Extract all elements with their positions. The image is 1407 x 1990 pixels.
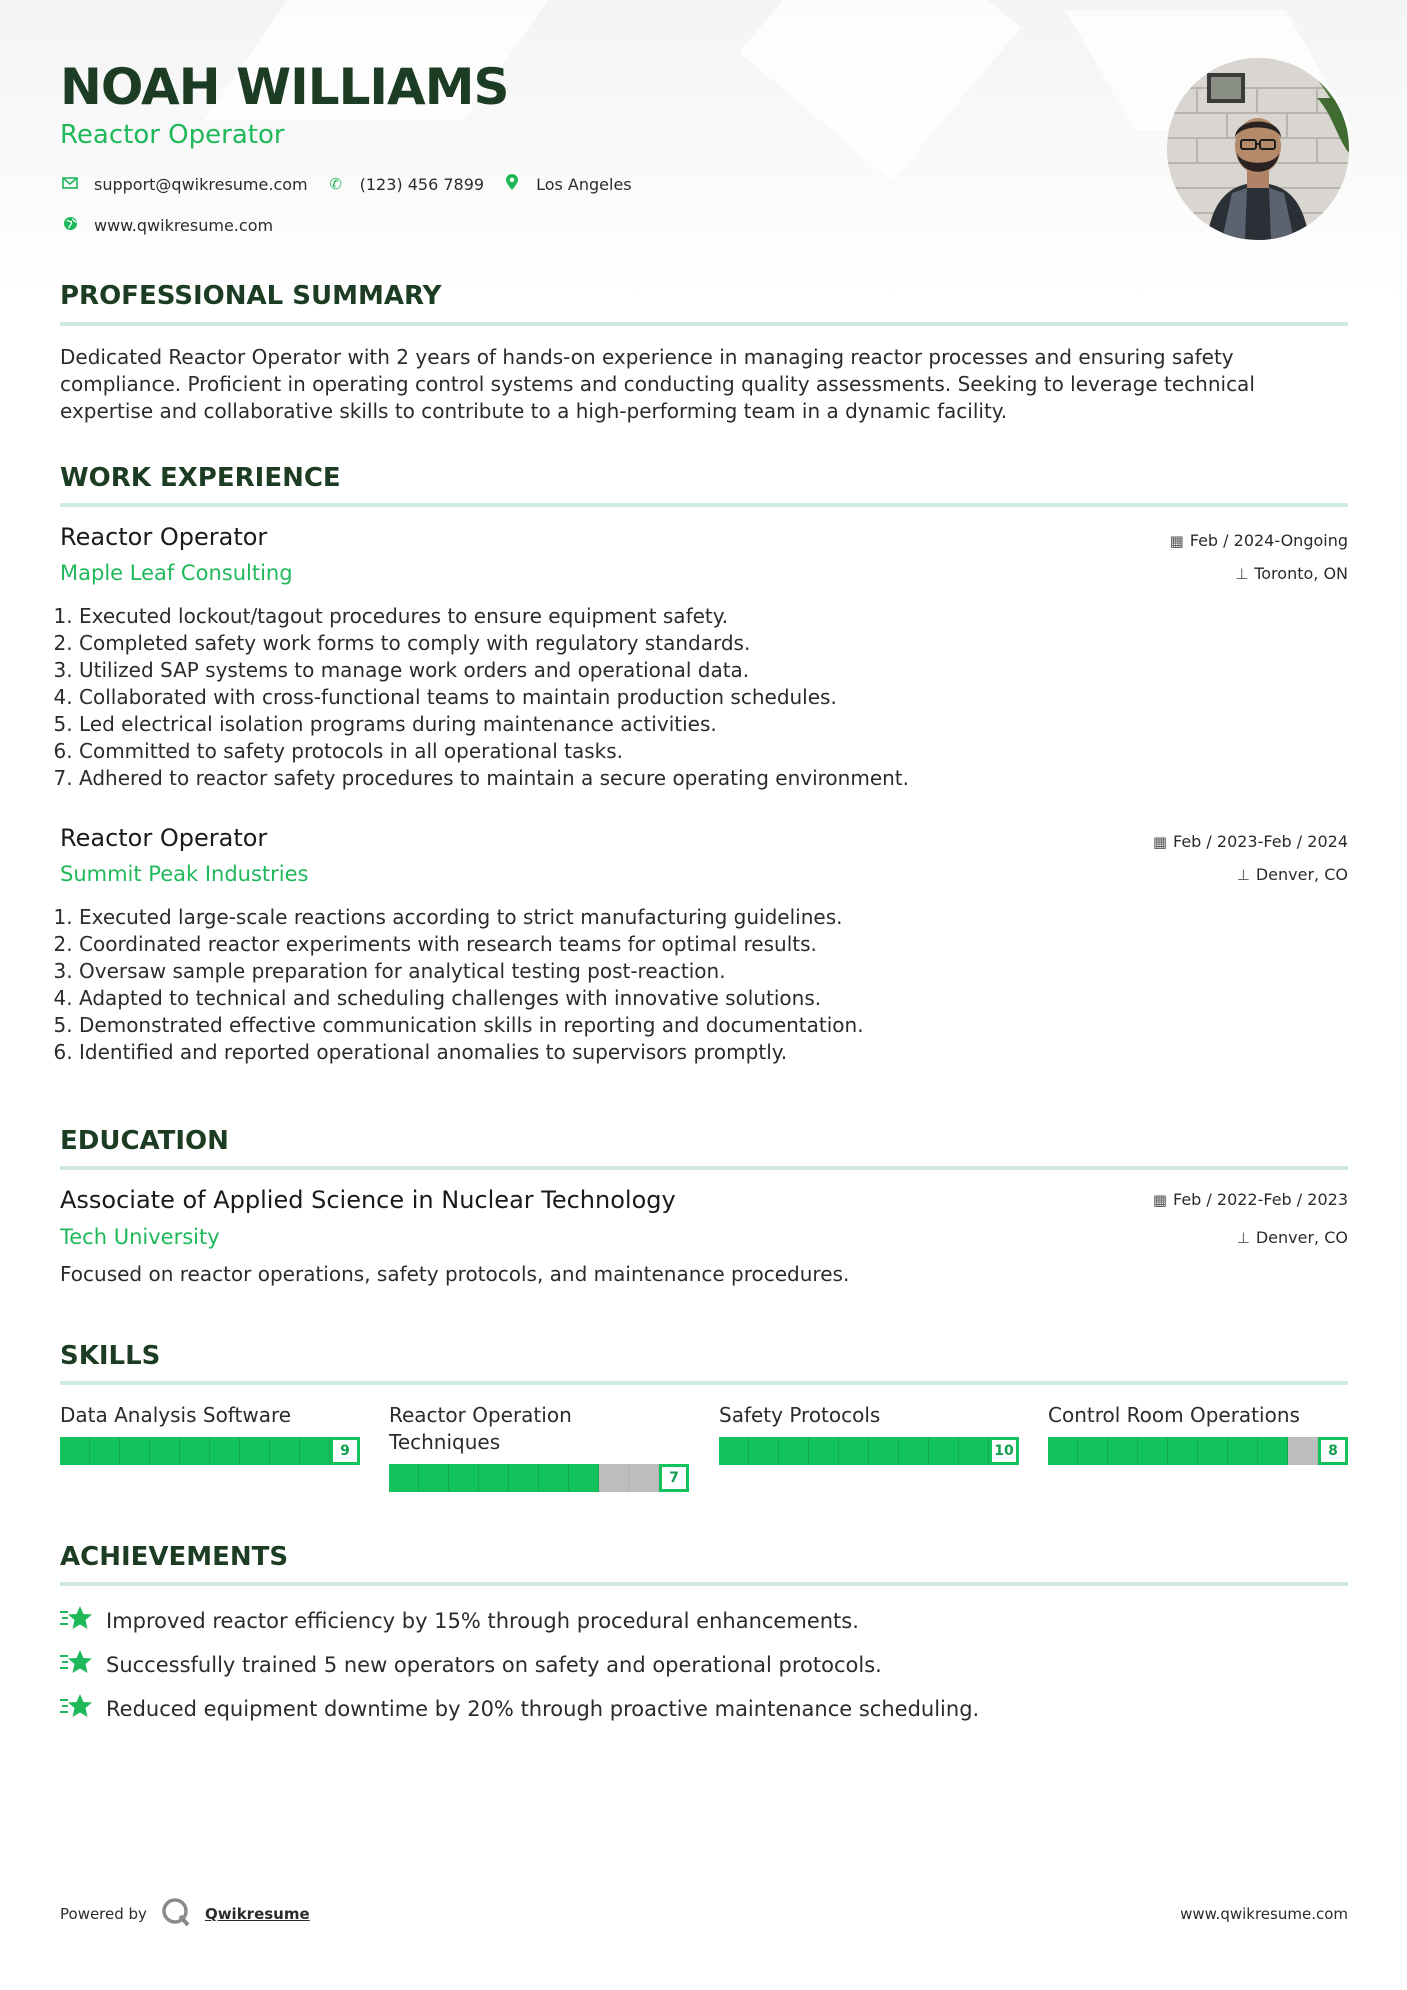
skill-name: Control Room Operations [1048, 1403, 1300, 1427]
skill-bar-segment [959, 1437, 989, 1465]
pushpin-icon: ⊥ [1235, 565, 1249, 583]
summary-divider [60, 322, 1348, 326]
job-company: Summit Peak Industries [60, 862, 309, 886]
skills-heading: SKILLS [60, 1341, 161, 1371]
website-text: www.qwikresume.com [94, 216, 274, 235]
skill-bar-segment [569, 1464, 599, 1492]
skill-item [389, 1402, 689, 1492]
skill-bar-segment [899, 1437, 929, 1465]
list-item: 2. Coordinated reactor experiments with research teams for optimal results. [79, 931, 1359, 958]
skill-bar-segment [749, 1437, 779, 1465]
job-bullets [55, 603, 1359, 792]
achievement-item [60, 1648, 882, 1681]
contact-location [502, 174, 632, 194]
calendar-icon: ▦ [1169, 532, 1184, 550]
job-location [1235, 564, 1348, 583]
list-item: 2. Completed safety work forms to comply with regulatory standards. [79, 630, 1359, 657]
job-title: Reactor Operator [60, 824, 268, 852]
envelope-icon [60, 175, 80, 193]
skill-score: 8 [1318, 1437, 1348, 1465]
skill-bar-segment [449, 1464, 479, 1492]
job-company: Maple Leaf Consulting [60, 561, 293, 585]
skill-bar-segment [599, 1464, 629, 1492]
skill-bar-segment [180, 1437, 210, 1465]
skill-bar-segment [60, 1437, 90, 1465]
calendar-icon: ▦ [1152, 1191, 1167, 1209]
education-divider [60, 1166, 1348, 1170]
summary-text: Dedicated Reactor Operator with 2 years of hands-on experience in managing reactor processes and ensuring safety compliance. Proficient in operating control systems and conducting quality assessments. Seeking to leverage technical expertise and collaborative skills to contribute to a high-performing team in a dynamic facility. [60, 345, 1255, 423]
skill-bar-segment [120, 1437, 150, 1465]
job-dates-text: Feb / 2023-Feb / 2024 [1173, 832, 1348, 851]
skill-bar-segment [270, 1437, 300, 1465]
list-item: 5. Led electrical isolation programs during maintenance activities. [79, 711, 1359, 738]
list-item: 1. Executed large-scale reactions according to strict manufacturing guidelines. [79, 904, 1359, 931]
job-dates [1170, 531, 1348, 550]
list-item: 6. Committed to safety protocols in all operational tasks. [79, 738, 1359, 765]
skill-bar-segment [150, 1437, 180, 1465]
pushpin-icon: ⊥ [1236, 866, 1250, 884]
job-dates-text: Feb / 2024-Ongoing [1189, 531, 1348, 550]
achievement-text: Reduced equipment downtime by 20% through proactive maintenance scheduling. [106, 1696, 980, 1721]
skill-bar-segment [389, 1464, 419, 1492]
skill-bar-segment [1168, 1437, 1198, 1465]
qwikresume-link[interactable]: Qwikresume [204, 1905, 310, 1923]
qwikresume-logo-icon [161, 1897, 191, 1931]
skill-score: 9 [330, 1437, 360, 1465]
skill-bar-segment [240, 1437, 270, 1465]
contact-website[interactable] [60, 216, 273, 235]
skills-divider [60, 1381, 1348, 1385]
skill-bar-segment [869, 1437, 899, 1465]
skill-bar-segment [1138, 1437, 1168, 1465]
job-location [1237, 865, 1348, 884]
footer-powered-by [60, 1897, 310, 1931]
skill-level-bar [60, 1437, 360, 1465]
contact-row-primary [60, 174, 650, 194]
skill-name: Data Analysis Software [60, 1403, 292, 1427]
candidate-role: Reactor Operator [60, 120, 285, 150]
education-location-text: Denver, CO [1255, 1228, 1348, 1247]
job-title: Reactor Operator [60, 523, 268, 551]
skill-bar-segment [719, 1437, 749, 1465]
education-location [1237, 1228, 1348, 1247]
education-heading: EDUCATION [60, 1126, 229, 1156]
achievements-divider [60, 1582, 1348, 1586]
skill-bar-segment [929, 1437, 959, 1465]
skill-bar-segment [419, 1464, 449, 1492]
achievement-item [60, 1692, 979, 1725]
skill-bar-segment [1228, 1437, 1258, 1465]
location-text: Los Angeles [536, 174, 632, 194]
star-badge-icon [60, 1648, 92, 1681]
list-item: 6. Identified and reported operational anomalies to supervisors promptly. [79, 1039, 1359, 1066]
powered-by-label: Powered by [60, 1905, 147, 1923]
achievements-heading: ACHIEVEMENTS [60, 1542, 289, 1572]
school-name: Tech University [60, 1225, 220, 1249]
email-text: support@qwikresume.com [94, 174, 308, 194]
skill-bar-segment [1048, 1437, 1078, 1465]
skill-bar-segment [210, 1437, 240, 1465]
skill-bar-segment [1108, 1437, 1138, 1465]
skill-bar-segment [1198, 1437, 1228, 1465]
skill-bar-segment [629, 1464, 659, 1492]
list-item: 4. Adapted to technical and scheduling challenges with innovative solutions. [79, 985, 1359, 1012]
skill-bar-segment [539, 1464, 569, 1492]
job-location-text: Toronto, ON [1254, 564, 1348, 583]
experience-heading: WORK EXPERIENCE [60, 463, 341, 493]
job-location-text: Denver, CO [1255, 865, 1348, 884]
skill-bar-segment [509, 1464, 539, 1492]
contact-phone[interactable] [326, 175, 484, 194]
calendar-icon: ▦ [1152, 833, 1167, 851]
job-bullets [55, 904, 1359, 1066]
skill-bar-segment [90, 1437, 120, 1465]
list-item: 4. Collaborated with cross-functional teams to maintain production schedules. [79, 684, 1359, 711]
skill-item [1048, 1402, 1348, 1465]
summary-heading: PROFESSIONAL SUMMARY [60, 281, 442, 311]
contact-row-secondary [60, 216, 291, 235]
list-item: 5. Demonstrated effective communication skills in reporting and documentation. [79, 1012, 1359, 1039]
phone-text: (123) 456 7899 [359, 174, 485, 194]
list-item: 7. Adhered to reactor safety procedures to maintain a secure operating environment. [79, 765, 1359, 792]
experience-divider [60, 503, 1348, 507]
job-dates [1153, 832, 1348, 851]
skill-bar-segment [1258, 1437, 1288, 1465]
skill-item [719, 1402, 1019, 1465]
skill-bar-segment [1078, 1437, 1108, 1465]
list-item: 1. Executed lockout/tagout procedures to ensure equipment safety. [79, 603, 1359, 630]
pushpin-icon: ⊥ [1236, 1229, 1250, 1247]
skill-level-bar [389, 1464, 689, 1492]
list-item: 3. Utilized SAP systems to manage work orders and operational data. [79, 657, 1359, 684]
skill-item [60, 1402, 360, 1465]
skill-score: 10 [989, 1437, 1019, 1465]
skill-name: Safety Protocols [719, 1403, 881, 1427]
skill-bar-segment [809, 1437, 839, 1465]
skill-bar-segment [479, 1464, 509, 1492]
skill-bar-segment [839, 1437, 869, 1465]
list-item: 3. Oversaw sample preparation for analytical testing post-reaction. [79, 958, 1359, 985]
globe-icon [60, 216, 80, 235]
achievement-text: Improved reactor efficiency by 15% through procedural enhancements. [106, 1608, 859, 1633]
star-badge-icon [60, 1604, 92, 1637]
degree-title: Associate of Applied Science in Nuclear Technology [60, 1186, 676, 1214]
map-pin-icon [502, 174, 522, 194]
skill-bar-segment [300, 1437, 330, 1465]
candidate-name: NOAH WILLIAMS [60, 58, 509, 116]
skill-bar-segment [1288, 1437, 1318, 1465]
profile-photo [1167, 58, 1349, 240]
footer-website-link[interactable]: www.qwikresume.com [1180, 1905, 1348, 1923]
education-dates-text: Feb / 2022-Feb / 2023 [1173, 1190, 1348, 1209]
skill-level-bar [719, 1437, 1019, 1465]
education-description: Focused on reactor operations, safety protocols, and maintenance procedures. [60, 1262, 850, 1286]
education-dates [1153, 1190, 1348, 1209]
skill-bar-segment [779, 1437, 809, 1465]
achievement-item [60, 1604, 859, 1637]
skill-level-bar [1048, 1437, 1348, 1465]
contact-email[interactable] [60, 175, 308, 194]
achievement-text: Successfully trained 5 new operators on safety and operational protocols. [106, 1652, 882, 1677]
skill-name: Reactor Operation Techniques [389, 1403, 572, 1454]
star-badge-icon [60, 1692, 92, 1725]
skill-score: 7 [659, 1464, 689, 1492]
phone-icon: ✆ [329, 175, 342, 193]
